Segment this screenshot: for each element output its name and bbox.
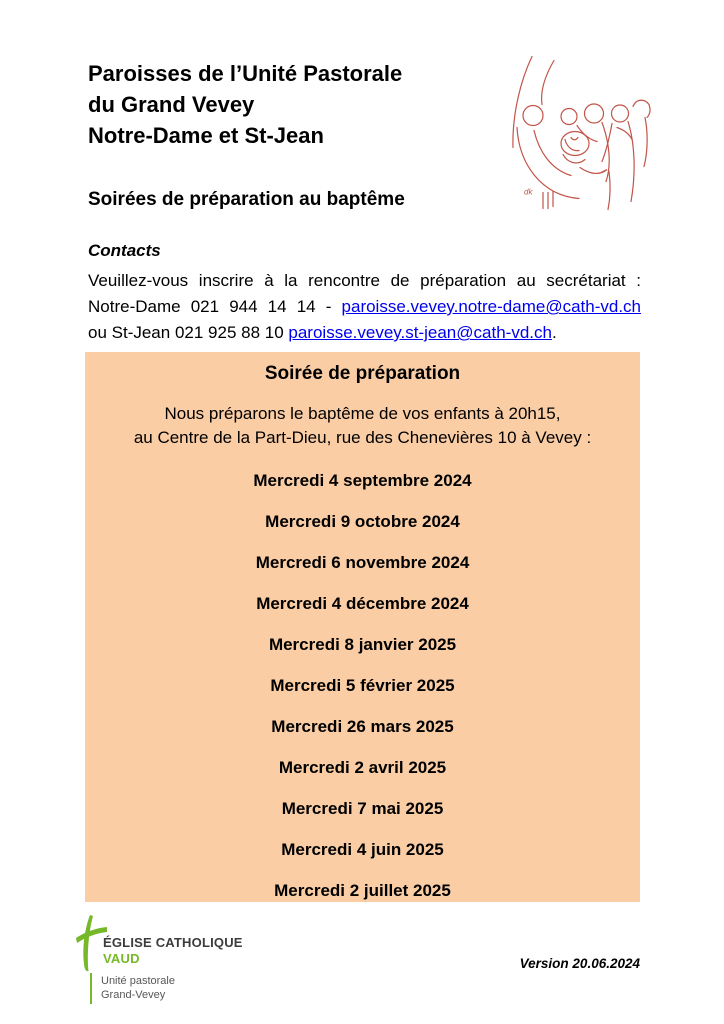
artist-signature: dk (524, 187, 533, 197)
title-line-3: Notre-Dame et St-Jean (88, 123, 324, 148)
session-date: Mercredi 9 octobre 2024 (265, 512, 460, 531)
sentence-period: . (551, 323, 557, 342)
document-subtitle: Soirées de préparation au baptême (88, 189, 405, 210)
baptism-line-drawing-icon (505, 50, 675, 218)
session-date: Mercredi 4 septembre 2024 (253, 471, 472, 490)
schedule-box-title: Soirée de préparation (264, 363, 461, 384)
notredame-email-link[interactable]: paroisse.vevey.notre-dame@cath-vd.ch (341, 297, 641, 316)
schedule-intro-line-1: Nous préparons le baptême de vos enfants à 20h15, (164, 404, 561, 423)
contacts-section (88, 241, 641, 346)
preparation-schedule-box (85, 352, 640, 902)
session-date: Mercredi 8 janvier 2025 (268, 635, 457, 654)
pastoral-unit-line-1: Unité pastorale (101, 975, 175, 987)
title-line-1: Paroisses de l’Unité Pastorale (88, 61, 403, 86)
diocese-name (103, 935, 243, 967)
contacts-intro-line: Veuillez-vous inscrire à la rencontre de préparation au secrétariat : (88, 271, 641, 290)
contacts-stjean-line (88, 320, 641, 346)
session-date: Mercredi 4 décembre 2024 (256, 594, 469, 613)
contacts-heading: Contacts (88, 241, 161, 260)
session-date: Mercredi 2 avril 2025 (278, 758, 447, 777)
diocese-name-line-1: ÉGLISE CATHOLIQUE (103, 935, 243, 950)
stjean-email-link[interactable]: paroisse.vevey.st-jean@cath-vd.ch (288, 323, 552, 342)
session-date: Mercredi 5 février 2025 (270, 676, 455, 695)
baptism-illustration (505, 50, 675, 218)
version-stamp: Version 20.06.2024 (519, 956, 640, 971)
page-title (88, 58, 402, 151)
pastoral-unit-line-2: Grand-Vevey (101, 988, 166, 1001)
diocese-logo (76, 914, 276, 1009)
session-date: Mercredi 6 novembre 2024 (255, 553, 470, 572)
notredame-phone-text: Notre-Dame 021 944 14 14 - (88, 297, 342, 316)
session-dates-list (85, 471, 640, 901)
schedule-intro-line-2: au Centre de la Part-Dieu, rue des Chenevières 10 à Vevey : (133, 428, 592, 447)
contacts-notredame-line (88, 294, 641, 320)
diocese-name-line-2: VAUD (103, 951, 140, 966)
session-date: Mercredi 26 mars 2025 (271, 717, 454, 736)
pastoral-unit-label (90, 973, 175, 1004)
title-line-2: du Grand Vevey (88, 92, 255, 117)
session-date: Mercredi 2 juillet 2025 (274, 881, 451, 900)
session-date: Mercredi 7 mai 2025 (281, 799, 444, 818)
session-date: Mercredi 4 juin 2025 (281, 840, 444, 859)
stjean-phone-text: ou St-Jean 021 925 88 10 (88, 323, 289, 342)
